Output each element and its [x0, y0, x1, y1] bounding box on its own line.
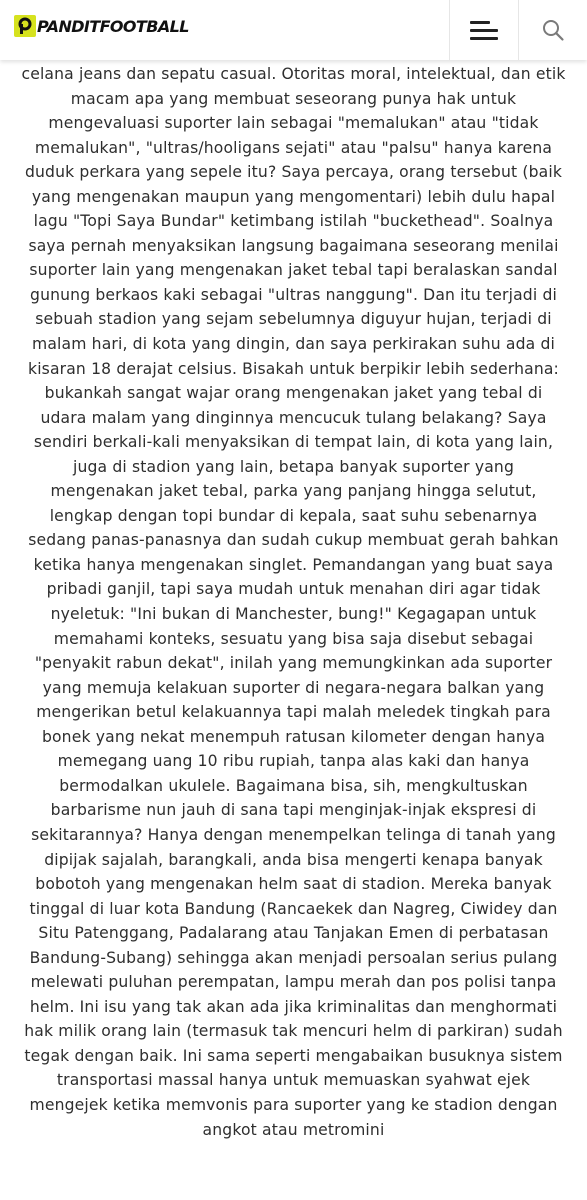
logo-text: PANDITFOOTBALL: [37, 16, 189, 36]
article-body: [0, 60, 587, 1200]
site-logo[interactable]: [14, 14, 189, 38]
search-icon: [541, 18, 565, 42]
search-button[interactable]: [519, 0, 587, 60]
hamburger-menu-icon: [467, 19, 501, 41]
logo-mark-icon: [14, 15, 36, 37]
article-paragraph: celana jeans dan sepatu casual. Otoritas moral, intelektual, dan etik macam apa yang membuat seseorang punya hak untuk mengevaluasi suporter lain sebagai "memalukan" atau "tidak memalukan", "ultras/hooligans sejati" atau "palsu" hanya karena duduk perkara yang sepele itu? Saya percaya, orang tersebut (baik yang mengenakan maupun yang mengomentari) lebih dulu hapal lagu "Topi Saya Bundar" ketimbang istilah "buckethead". Soalnya saya pernah menyaksikan langsung bagaimana seseorang menilai suporter lain yang mengenakan jaket tebal tapi beralaskan sandal gunung berkaos kaki sebagai "ultras nanggung". Dan itu terjadi di sebuah stadion yang sejam sebelumnya diguyur hujan, terjadi di malam hari, di kota yang dingin, dan saya perkirakan suhu ada di kisaran 18 derajat celsius. Bisakah untuk berpikir lebih sederhana: bukankah sangat wajar orang mengenakan jaket yang tebal di udara malam yang dinginnya mencucuk tulang belakang? Saya sendiri berkali-kali menyaksikan di tempat lain, di kota yang lain, juga di stadion yang lain, betapa banyak suporter yang mengenakan jaket tebal, parka yang panjang hingga selutut, lengkap dengan topi bundar di kepala, saat suhu sebenarnya sedang panas-panasnya dan sudah cukup membuat gerah bahkan ketika hanya mengenakan singlet. Pemandangan yang buat saya pribadi ganjil, tapi saya mudah untuk menahan diri agar tidak nyeletuk: "Ini bukan di Manchester, bung!" Kegagapan untuk memahami konteks, sesuatu yang bisa saja disebut sebagai "penyakit rabun dekat", inilah yang memungkinkan ada suporter yang memuja kelakuan suporter di negara-negara balkan yang mengerikan betul kelakuannya tapi malah meledek tingkah para bonek yang nekat menempuh ratusan kilometer dengan hanya memegang uang 10 ribu rupiah, tanpa alas kaki dan hanya bermodalkan ukulele. Bagaimana bisa, sih, mengkultuskan barbarisme nun jauh di sana tapi menginjak-injak ekspresi di sekitarannya? Hanya dengan menempelkan telinga di tanah yang dipijak sajalah, barangkali, anda bisa mengerti kenapa banyak bobotoh yang mengenakan helm saat di stadion. Mereka banyak tinggal di luar kota Bandung (Rancaekek dan Nagreg, Ciwidey dan Situ Patenggang, Padalarang atau Tanjakan Emen di perbatasan Bandung-Subang) sehingga akan menjadi persoalan serius pulang melewati puluhan perempatan, lampu merah dan pos polisi tanpa helm. Ini isu yang tak akan ada jika kriminalitas dan menghormati hak milik orang lain (termasuk tak mencuri helm di parkiran) sudah tegak dengan baik. Ini sama seperti mengabaikan busuknya sistem transportasi massal hanya untuk memuaskan syahwat ejek mengejek ketika memvonis para suporter yang ke stadion dengan angkot atau metromini: [21, 65, 566, 1139]
menu-button[interactable]: [449, 0, 519, 60]
site-header: [0, 0, 587, 60]
